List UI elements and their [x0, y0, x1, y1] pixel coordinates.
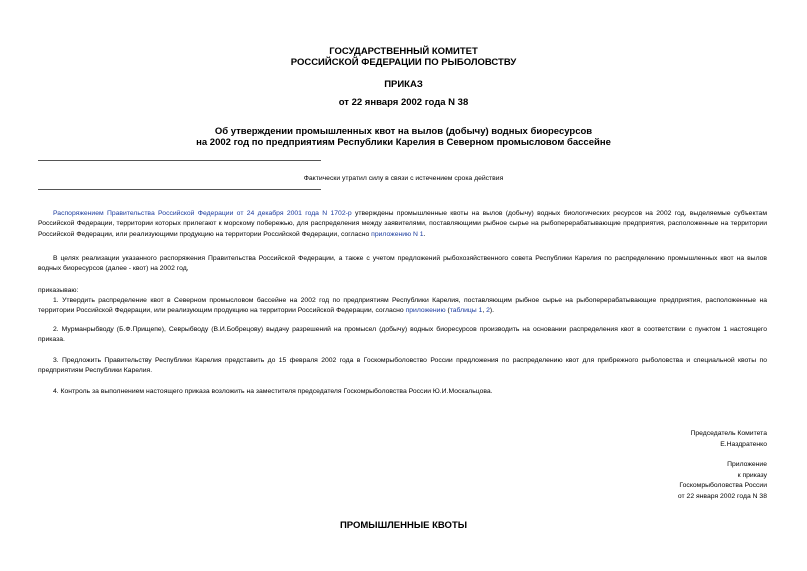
order-item-2: 2. Мурманрыбводу (Б.Ф.Прищепе), Севрыбводу (В.И.Бобрецову) выдачу разрешений на промысел (добычу) водных биоресурсов производить на основании распределения квот в соответствии с пунктом 1 настоящего приказа. — [38, 326, 767, 344]
order-item-4: 4. Контроль за выполнением настоящего приказа возложить на заместителя председателя Госкомрыболовства России Ю.И.Москальцова. — [53, 388, 493, 395]
quotas-section-title: ПРОМЫШЛЕННЫЕ КВОТЫ — [339, 520, 468, 531]
document-title-line2: на 2002 год по предприятиям Республики Карелия в Северном промысловом бассейне — [196, 137, 611, 148]
appendix-line3: Госкомрыболовства России — [679, 482, 767, 489]
header-committee-line1: ГОСУДАРСТВЕННЫЙ КОМИТЕТ — [329, 46, 478, 57]
divider-bottom — [38, 189, 321, 190]
document-title-line1: Об утверждении промышленных квот на вылов (добычу) водных биоресурсов — [214, 126, 593, 137]
government-order-link[interactable]: Распоряжением Правительства Российской Федерации от 24 декабря 2001 года N 1702-р — [53, 210, 352, 217]
divider-top — [38, 160, 321, 161]
appendix-reference — [678, 460, 767, 502]
preamble-paragraph — [38, 209, 767, 240]
signature-position: Председатель Комитета — [690, 430, 767, 437]
appendix-line2: к приказу — [737, 471, 767, 479]
order-item-1-end: ). — [489, 307, 495, 315]
table-1-link[interactable]: таблицы 1 — [449, 307, 483, 315]
order-item-1 — [38, 296, 767, 317]
document-date-number: от 22 января 2002 года N 38 — [338, 97, 469, 108]
preamble-text: утверждены промышленные квоты на вылов (добычу) водных биологических ресурсов на 2002 год, выделяемые субъектам Российской Федерации, территории которых прилегают к морскому побережью, для распределения между заявителями, поставляющими рыбное сырье на рыбоперерабатывающие предприятия, расположенные на территории Российской Федерации, или реализующими продукцию на территории Российской Федерации, согласно — [38, 210, 767, 238]
header-committee-line2: РОССИЙСКОЙ ФЕДЕРАЦИИ ПО РЫБОЛОВСТВУ — [290, 57, 517, 68]
purpose-paragraph: В целях реализации указанного распоряжения Правительства Российской Федерации, а также с учетом предложений рыбохозяйственного совета Республики Карелия по распределению промышленных квот на вылов водных биоресурсов (далее - квот) на 2002 год, — [38, 255, 767, 273]
order-item-1-sep: , — [482, 307, 487, 315]
document-type: ПРИКАЗ — [384, 79, 423, 90]
order-item-1-text: 1. Утвердить распределение квот в Северном промысловом бассейне на 2002 год по предприятиям Республики Карелия, поставляющим рыбное сырье на рыбоперерабатывающие предприятия, расположенные на территории Российской Федерации, или реализующим продукцию на территории Российской Федерации, согласно — [38, 297, 767, 315]
signature-name: Е.Наздратенко — [720, 440, 767, 448]
signature-block — [691, 429, 768, 450]
preamble-text-end: . — [423, 230, 426, 238]
table-2-link[interactable]: 2 — [486, 307, 490, 315]
status-note: Фактически утратил силу в связи с истечением срока действия — [303, 175, 504, 182]
orders-label: приказываю: — [38, 287, 79, 294]
appendix-line4: от 22 января 2002 года N 38 — [677, 492, 767, 500]
appendix-link[interactable]: приложению — [405, 307, 446, 315]
appendix-line1: Приложение — [727, 461, 767, 468]
appendix-1-link[interactable]: приложению N 1 — [371, 230, 424, 238]
order-item-1-paren: ( — [445, 307, 450, 315]
order-item-3: 3. Предложить Правительству Республики Карелия представить до 15 февраля 2002 года в Госкомрыболовство России предложения по распределению квот для прибрежного рыболовства и специальной квоты по предприятиям Республики Карелия. — [38, 357, 767, 375]
